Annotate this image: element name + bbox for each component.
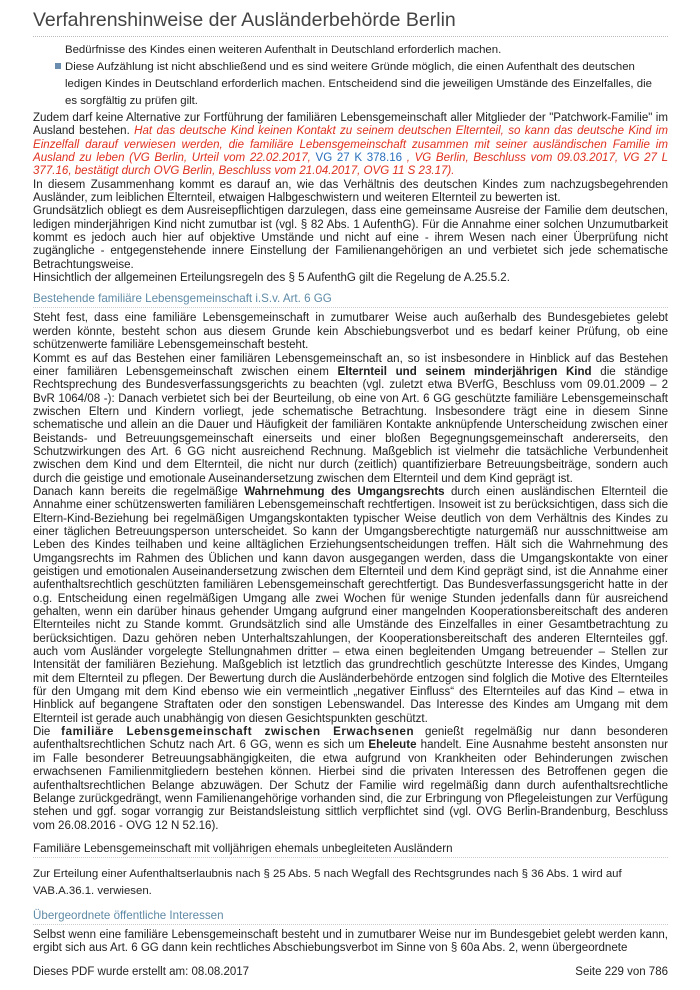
- bold-phrase: Eheleute: [368, 739, 417, 752]
- paragraph: In diesem Zusammenhang kommt es darauf an, wie das Verhältnis des deutschen Kindes zum nachzugsbegehrenden Ausländer, zum leiblichen Elternteil, etwaigen Halbgeschwistern und weiteren Elternteil zu bewerten ist.: [33, 178, 668, 205]
- bold-phrase: familiäre Lebensgemeinschaft zwischen Erwachsenen: [61, 726, 415, 739]
- footer-page-number: Seite 229 von 786: [575, 966, 668, 978]
- bold-phrase: Wahrnehmung des Umgangsrechts: [244, 485, 445, 498]
- case-link[interactable]: VG 27 K 378.16: [315, 152, 403, 165]
- document-body: [33, 42, 668, 956]
- red-citation: Hat das deutsche Kind keinen Kontakt zu seinem deutschen Elternteil, so kann das deutsche Kind im Einzelfall darauf verwiesen werden, die familiäre Lebensgemeinschaft zusammen mit seiner ausländischen Familie im Ausland zu leben (VG Berlin, Urteil vom 22.02.2017,: [33, 125, 668, 165]
- bullet-item-line: es sorgfältig zu prüfen gilt.: [65, 95, 198, 107]
- section-heading: Übergeordnete öffentliche Interessen: [33, 909, 668, 925]
- paragraph: Kommt es auf das Bestehen einer familiären Lebensgemeinschaft an, so ist insbesondere in Hinblick auf das Bestehen einer familiären Lebensgemeinschaft zwischen einem Elternteil und seinem minderjährigen Kind die ständige Rechtsprechung des Bundesverfassungsgerichts zu beachten (vgl. zuletzt etwa BVerfG, Beschluss vom 09.01.2009 – 2 BvR 1064/08 -): Danach verbietet sich bei der Beurteilung, ob eine von Art. 6 GG geschützte familiäre Lebensgemeinschaft zwischen Eltern und Kindern vorliegt, jede schematische Betrachtung. Insbesondere trägt eine in diesem Sinne schematische und allein an die Dauer und Häufigkeit der familiären Kontakte anknüpfende Unterscheidung zwischen einer Beistands- und Betreuungsgemeinschaft einerseits und einer bloßen Begegnungsgemeinschaft andererseits, den Schutzwirkungen des Art. 6 GG nicht ausreichend Rechnung. Maßgeblich ist vielmehr die tatsächliche Verbundenheit zwischen dem Kind und dem Elternteil, die nicht nur durch (zeitlich) quantifizierbare Betreuungsbeiträge, sondern auch durch die geistige und emotionale Auseinandersetzung zwischen dem Elternteil und dem Kind geprägt ist.: [33, 352, 668, 485]
- bullet-item: Diese Aufzählung ist nicht abschließend und es sind weitere Gründe möglich, die einen Aufenthalt des deutschen: [55, 59, 668, 76]
- paragraph: Die familiäre Lebensgemeinschaft zwischen Erwachsenen genießt regelmäßig nur dann besonderen aufenthaltsrechtlichen Schutz nach Art. 6 GG, wenn es sich um Eheleute handelt. Eine Ausnahme besteht ansonsten nur im Falle besonderer Betreuungsabhängigkeiten, die etwa aufgrund von Krankheiten oder Behinderungen zwischen erwachsenen Familienmitgliedern bestehen können. Hierbei sind die privaten Interessen des Betroffenen gegen die aufenthaltsrechtlichen Belange abzuwägen. Der Schutz der Familie wird regelmäßig dann durch aufenthaltsrechtliche Belange zurückgedrängt, wenn Familienangehörige vorhanden sind, die zur Erbringung von Pflegeleistungen zur Verfügung stehen und ggf. sogar vorrangig zur Beistandsleistung sittlich verpflichtet sind (vgl. OVG Berlin-Brandenburg, Beschluss vom 26.08.2016 - OVG 12 N 52.16).: [33, 726, 668, 832]
- bold-phrase: Elternteil und seinem minderjährigen Kind: [337, 365, 592, 378]
- bullet-item-line: ledigen Kindes in Deutschland erforderlich machen. Entscheidend sind die jeweiligen Umstände des Einzelfalles, die: [65, 78, 652, 90]
- red-citation: , VG Berlin, Beschluss vom 09.03.2017, VG 27 L 377.16, bestätigt durch OVG Berlin, Beschluss vom 21.04.2017, OVG 11 S 23.17).: [33, 152, 669, 178]
- section-heading: Familiäre Lebensgemeinschaft mit volljährigen ehemals unbegleiteten Ausländern: [33, 842, 668, 858]
- paragraph: Zudem darf keine Alternative zur Fortführung der familiären Lebensgemeinschaft aller Mitglieder der "Patchwork-Familie" im Ausland bestehen. Hat das deutsche Kind keinen Kontakt zu seinem deutschen Elternteil, so kann das deutsche Kind im Einzelfall darauf verwiesen werden, die familiäre Lebensgemeinschaft zusammen mit seiner ausländischen Familie im Ausland zu leben (VG Berlin, Urteil vom 22.02.2017, VG 27 K 378.16 , VG Berlin, Beschluss vom 09.03.2017, VG 27 L 377.16, bestätigt durch OVG Berlin, Beschluss vom 21.04.2017, OVG 11 S 23.17).: [33, 112, 669, 178]
- footer-created-date: Dieses PDF wurde erstellt am: 08.08.2017: [33, 966, 250, 978]
- bullet-icon: [55, 63, 61, 69]
- bullet-continuation: Bedürfnisse des Kindes einen weiteren Aufenthalt in Deutschland erforderlich machen.: [65, 44, 502, 56]
- paragraph: Steht fest, dass eine familiäre Lebensgemeinschaft in zumutbarer Weise auch außerhalb des Bundesgebietes gelebt werden könnte, besteht schon aus diesem Grunde kein Abschiebungsverbot und es bedarf keiner Prüfung, ob eine schützenwerte familiäre Lebensgemeinschaft besteht.: [33, 312, 668, 352]
- page-title: Verfahrenshinweise der Ausländerbehörde Berlin: [33, 9, 668, 37]
- paragraph: Hinsichtlich der allgemeinen Erteilungsregeln des § 5 AufenthG gilt die Regelung de A.25.5.2.: [33, 272, 510, 285]
- section-heading: Bestehende familiäre Lebensgemeinschaft i.S.v. Art. 6 GG: [33, 292, 668, 308]
- paragraph: Danach kann bereits die regelmäßige Wahrnehmung des Umgangsrechts durch einen ausländischen Elternteil die Annahme einer schützenswerten familiären Lebensgemeinschaft rechtfertigen. Insoweit ist zu berücksichtigen, dass sich die Eltern-Kind-Beziehung bei regelmäßigen Umgangskontakten typischer Weise deutlich von dem Verhältnis des Kindes zu einer täglichen Betreuungsperson unterscheidet. So kann der Umgangsberechtigte naturgemäß nur ausschnittweise am Leben des Kindes teilhaben und keine alltäglichen Erziehungsentscheidungen treffen. Hält sich die Wahrnehmung des Umgangsrechts im Rahmen des Üblichen und kann davon ausgegangen werden, dass die Umgangskontakte von einer geistigen und emotionalen Auseinandersetzung zwischen dem Elternteil und dem Kind geprägt sind, ist die Annahme einer aufenthaltsrechtlich geschützten familiären Lebensgemeinschaft gerechtfertigt. Das Bundesverfassungsgericht hatte in der o.g. Entscheidung einen regelmäßigen Umgang alle zwei Wochen für wenige Stunden jedenfalls dann für ausreichend gehalten, wenn ein darüber hinaus gehender Umgang aufgrund einer mangelnden Kooperationsbereitschaft des anderen Elternteiles nicht zu Stande kommt. Grundsätzlich sind alle Umstände des Einzelfalles in einer Gesamtbetrachtung zu berücksichtigen. Dazu gehören neben Unterhaltszahlungen, der Kooperationsbereitschaft des anderen Elternteiles ggf. auch vom Ausländer vorgelegte Stellungnahmen dritter – etwa einen begleitenden Umgang betreuender – Stellen zur Intensität der familiären Beziehung. Maßgeblich ist letztlich das grundrechtlich geschützte Interesse des Kindes, Umgang mit dem Elternteil zu pflegen. Der Bewertung durch die Ausländerbehörde entzogen sind folglich die Motive des Elternteiles für den Umgang mit dem Kind ebenso wie ein vermeintlich „negativer Einfluss“ des Elternteiles auf das Kind – etwa in Hinblick auf begangene Straftaten oder den sonstigen Lebenswandel. Das Interesse des Kindes am Umgang mit dem Elternteil ist gerade auch unabhängig von diesen Gesichtspunkten geschützt.: [33, 485, 668, 725]
- paragraph: Grundsätzlich obliegt es dem Ausreisepflichtigen darzulegen, dass eine gemeinsame Ausreise der Familie dem deutschen, ledigen minderjährigen Kind nicht zumutbar ist (vgl. § 82 Abs. 1 AufenthG). Für die Annahme einer solchen Unzumutbarkeit kommt es jedoch auch hier auf objektive Umstände und nicht auf eine - ihrem Wesen nach einer Überprüfung nicht zugängliche - entgegenstehende innere Einstellung der Familienangehörigen an und verbietet sich jede schematische Betrachtungsweise.: [33, 205, 668, 271]
- paragraph: Selbst wenn eine familiäre Lebensgemeinschaft besteht und in zumutbarer Weise nur im Bundesgebiet gelebt werden kann, ergibt sich aus Art. 6 GG dann kein rechtliches Abschiebungsverbot im Sinne von § 60a Abs. 2, wenn übergeordnete: [33, 928, 668, 955]
- paragraph: Zur Erteilung einer Aufenthaltserlaubnis nach § 25 Abs. 5 nach Wegfall des Rechtsgrundes nach § 36 Abs. 1 wird auf VAB.A.36.1. verwiesen.: [33, 867, 622, 897]
